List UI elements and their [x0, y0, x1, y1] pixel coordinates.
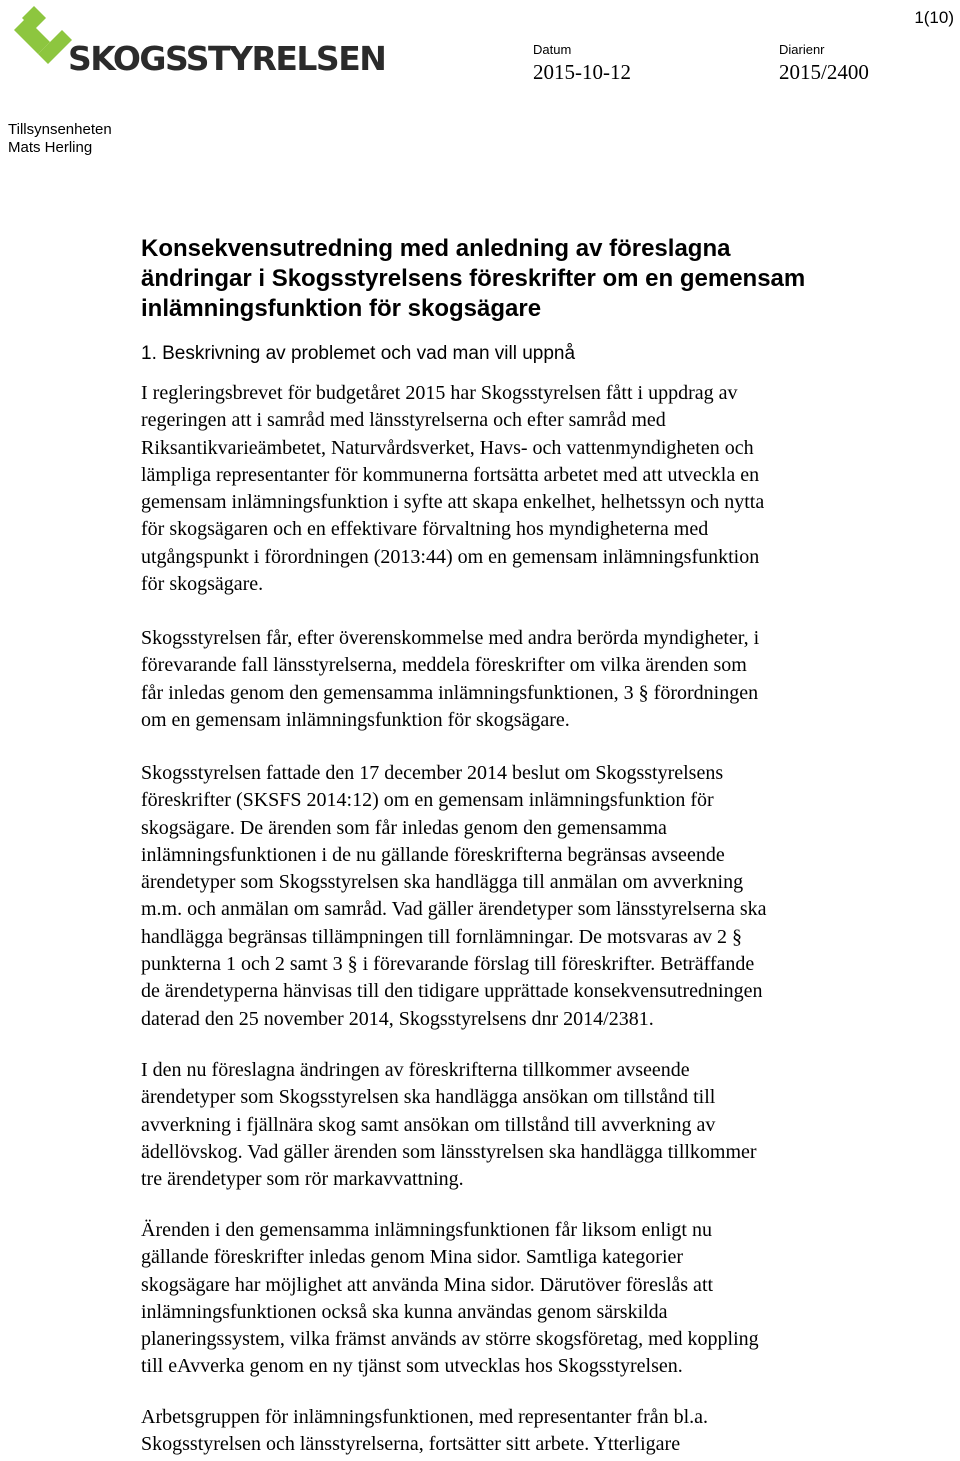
paragraph-line: till eAvverka genom en ny tjänst som utvecklas hos Skogsstyrelsen. — [141, 1355, 683, 1378]
paragraph-line: avverkning i fjällnära skog samt ansökan om tillstånd till avverkning av — [141, 1113, 716, 1136]
paragraph-line: ädellövskog. Vad gäller ärenden som länsstyrelsen ska handlägga tillkommer — [141, 1140, 757, 1163]
paragraph — [141, 380, 764, 598]
paragraph-line: Riksantikvarieämbetet, Naturvårdsverket, Havs- och vattenmyndigheten och — [141, 436, 754, 459]
leaf-logo-icon — [6, 4, 76, 74]
logo-wordmark: SKOGSSTYRELSEN — [68, 39, 386, 78]
paragraph — [141, 1057, 757, 1193]
paragraph-line: gällande föreskrifter inledas genom Mina sidor. Samtliga kategorier — [141, 1246, 684, 1269]
paragraph-line: m.m. och anmälan om samråd. Vad gäller ärendetyper som länsstyrelserna ska — [141, 898, 767, 921]
paragraph-line: Skogsstyrelsen och länsstyrelserna, fortsätter sitt arbete. Ytterligare — [141, 1433, 681, 1456]
paragraph-line: får inledas genom den gemensamma inlämningsfunktionen, 3 § förordningen — [141, 681, 759, 704]
sender-block — [8, 121, 112, 157]
paragraph-line: ärendetyper som Skogsstyrelsen ska handlägga till anmälan om avverkning — [141, 871, 744, 894]
paragraph — [141, 625, 759, 734]
title-line: inlämningsfunktion för skogsägare — [141, 295, 542, 322]
paragraph-line: för skogsägaren och en effektivare förvaltning hos myndigheterna med — [141, 518, 709, 541]
paragraph-line: om en gemensam inlämningsfunktion för skogsägare. — [141, 708, 570, 731]
paragraph-line: skogsägare har möjlighet att använda Mina sidor. Därutöver föreslås att — [141, 1273, 714, 1296]
paragraph-line: förevarande fall länsstyrelserna, meddela föreskrifter om vilka ärenden som — [141, 654, 747, 677]
paragraph-line: daterad den 25 november 2014, Skogsstyrelsens dnr 2014/2381. — [141, 1007, 654, 1030]
paragraph-line: de ärendetyperna hänvisas till den tidigare upprättade konsekvensutredningen — [141, 980, 763, 1003]
page-number: 1(10) — [914, 8, 954, 27]
skogsstyrelsen-logo — [6, 4, 386, 84]
paragraph-line: gemensam inlämningsfunktion i syfte att skapa enkelhet, helhetssyn och nytta — [141, 491, 765, 514]
paragraph-line: I den nu föreslagna ändringen av föreskrifterna tillkommer avseende — [141, 1059, 690, 1081]
paragraph-line: skogsägare. De ärenden som får inledas genom den gemensamma — [141, 816, 667, 839]
paragraph — [141, 1404, 708, 1459]
paragraph-line: handlägga begränsas tillämpningen till fornlämningar. De motsvaras av 2 § — [141, 925, 742, 948]
paragraph-line: inlämningsfunktionen också ska kunna användas genom särskilda — [141, 1300, 668, 1323]
paragraph-line: för skogsägare. — [141, 573, 264, 596]
paragraph — [141, 1217, 759, 1381]
paragraph — [141, 760, 767, 1033]
section-heading: 1. Beskrivning av problemet och vad man vill uppnå — [141, 343, 576, 364]
paragraph-line: Ärenden i den gemensamma inlämningsfunktionen får liksom enligt nu — [141, 1219, 712, 1241]
document-title — [141, 234, 901, 324]
paragraph-line: Skogsstyrelsen får, efter överenskommelse med andra berörda myndigheter, i — [141, 627, 760, 649]
paragraph-line: tre ärendetyper som rör markavvattning. — [141, 1168, 464, 1191]
paragraph-line: föreskrifter (SKSFS 2014:12) om en gemensam inlämningsfunktion för — [141, 789, 714, 812]
paragraph-line: punkterna 1 och 2 samt 3 § i förevarande förslag till föreskrifter. Beträffande — [141, 953, 755, 976]
paragraph-line: I regleringsbrevet för budgetåret 2015 har Skogsstyrelsen fått i uppdrag av — [141, 382, 738, 404]
paragraph-line: ärendetyper som Skogsstyrelsen ska handlägga ansökan om tillstånd till — [141, 1086, 716, 1109]
paragraph-line: planeringssystem, vilka främst används av större skogsföretag, med koppling — [141, 1328, 759, 1351]
paragraph-line: utgångspunkt i förordningen (2013:44) om en gemensam inlämningsfunktion — [141, 545, 760, 568]
paragraph-line: inlämningsfunktionen i de nu gällande föreskrifterna begränsas avseende — [141, 843, 725, 866]
title-line: ändringar i Skogsstyrelsens föreskrifter om en gemensam — [141, 265, 806, 292]
paragraph-line: Arbetsgruppen för inlämningsfunktionen, med representanter från bl.a. — [141, 1406, 709, 1428]
title-line: Konsekvensutredning med anledning av föreslagna — [141, 235, 731, 262]
paragraph-line: lämpliga representanter för kommunerna fortsätta arbetet med att utveckla en — [141, 463, 760, 486]
date-value: 2015-10-12 — [533, 60, 631, 84]
sender-name: Mats Herling — [8, 139, 93, 156]
date-label: Datum — [533, 42, 572, 57]
diarienr-value: 2015/2400 — [779, 60, 869, 84]
paragraph-line: Skogsstyrelsen fattade den 17 december 2014 beslut om Skogsstyrelsens — [141, 762, 724, 784]
diarienr-label: Diarienr — [779, 42, 825, 57]
paragraph-line: regeringen att i samråd med länsstyrelserna och efter samråd med — [141, 409, 666, 432]
sender-unit: Tillsynsenheten — [8, 121, 112, 138]
